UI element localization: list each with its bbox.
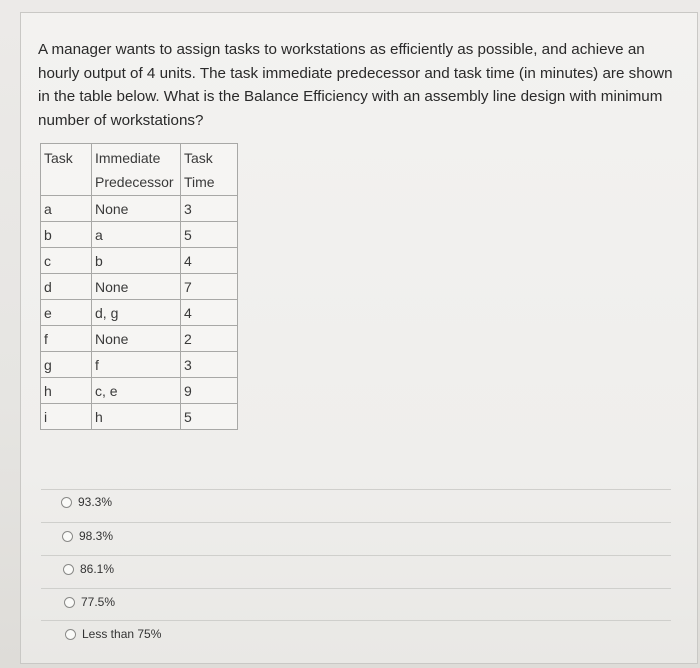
time-cell: 2: [181, 326, 238, 352]
table-row: [41, 404, 238, 430]
option-label: 86.1%: [80, 562, 115, 576]
task-cell: g: [41, 352, 92, 378]
table-row: [41, 300, 238, 326]
time-cell: 5: [181, 222, 238, 248]
task-cell: f: [41, 326, 92, 352]
table-row: [41, 222, 238, 248]
question-text: A manager wants to assign tasks to workstations as efficiently as possible, and achieve an hourly output of 4 units. The task immediate predecessor and task time (in minutes) are shown in the table below. What is the Balance Efficiency with an assembly line design with minimum number of workstations?: [38, 41, 673, 129]
table-row: [41, 274, 238, 300]
time-cell: 5: [181, 404, 238, 430]
header-time-line2: Time: [184, 174, 215, 190]
predecessor-cell: a: [92, 222, 181, 248]
task-cell: d: [41, 274, 92, 300]
header-task: Task: [41, 144, 92, 196]
radio-icon[interactable]: [65, 629, 76, 640]
time-cell: 9: [181, 378, 238, 404]
option-2[interactable]: [62, 529, 113, 543]
header-time: [181, 144, 238, 196]
predecessor-cell: h: [92, 404, 181, 430]
table-row: [41, 326, 238, 352]
task-cell: b: [41, 222, 92, 248]
option-divider: [41, 620, 671, 621]
option-label: Less than 75%: [82, 627, 162, 641]
task-cell: e: [41, 300, 92, 326]
task-cell: i: [41, 404, 92, 430]
table-row: [41, 352, 238, 378]
predecessor-cell: None: [92, 326, 181, 352]
option-divider: [41, 555, 671, 556]
option-5[interactable]: [65, 627, 161, 641]
table-header-row: [41, 144, 238, 196]
option-label: 98.3%: [79, 529, 114, 543]
header-predecessor-line1: Immediate: [95, 150, 161, 166]
option-divider: [41, 522, 671, 523]
question-card: [20, 12, 698, 664]
task-cell: c: [41, 248, 92, 274]
header-time-line1: Task: [184, 150, 213, 166]
predecessor-cell: b: [92, 248, 181, 274]
option-label: 77.5%: [81, 595, 116, 609]
task-cell: a: [41, 196, 92, 222]
radio-icon[interactable]: [63, 564, 74, 575]
option-1[interactable]: [61, 495, 112, 509]
time-cell: 7: [181, 274, 238, 300]
predecessor-cell: f: [92, 352, 181, 378]
task-cell: h: [41, 378, 92, 404]
table-row: [41, 378, 238, 404]
radio-icon[interactable]: [64, 597, 75, 608]
header-predecessor-line2: Predecessor: [95, 174, 174, 190]
predecessor-cell: c, e: [92, 378, 181, 404]
option-4[interactable]: [64, 595, 115, 609]
radio-icon[interactable]: [61, 497, 72, 508]
option-3[interactable]: [63, 562, 114, 576]
header-predecessor: [92, 144, 181, 196]
time-cell: 3: [181, 352, 238, 378]
predecessor-cell: None: [92, 196, 181, 222]
radio-icon[interactable]: [62, 531, 73, 542]
predecessor-cell: d, g: [92, 300, 181, 326]
predecessor-cell: None: [92, 274, 181, 300]
table-row: [41, 248, 238, 274]
time-cell: 3: [181, 196, 238, 222]
time-cell: 4: [181, 248, 238, 274]
task-table: [40, 143, 238, 430]
option-label: 93.3%: [78, 495, 113, 509]
table-row: [41, 196, 238, 222]
time-cell: 4: [181, 300, 238, 326]
option-divider: [41, 489, 671, 490]
option-divider: [41, 588, 671, 589]
